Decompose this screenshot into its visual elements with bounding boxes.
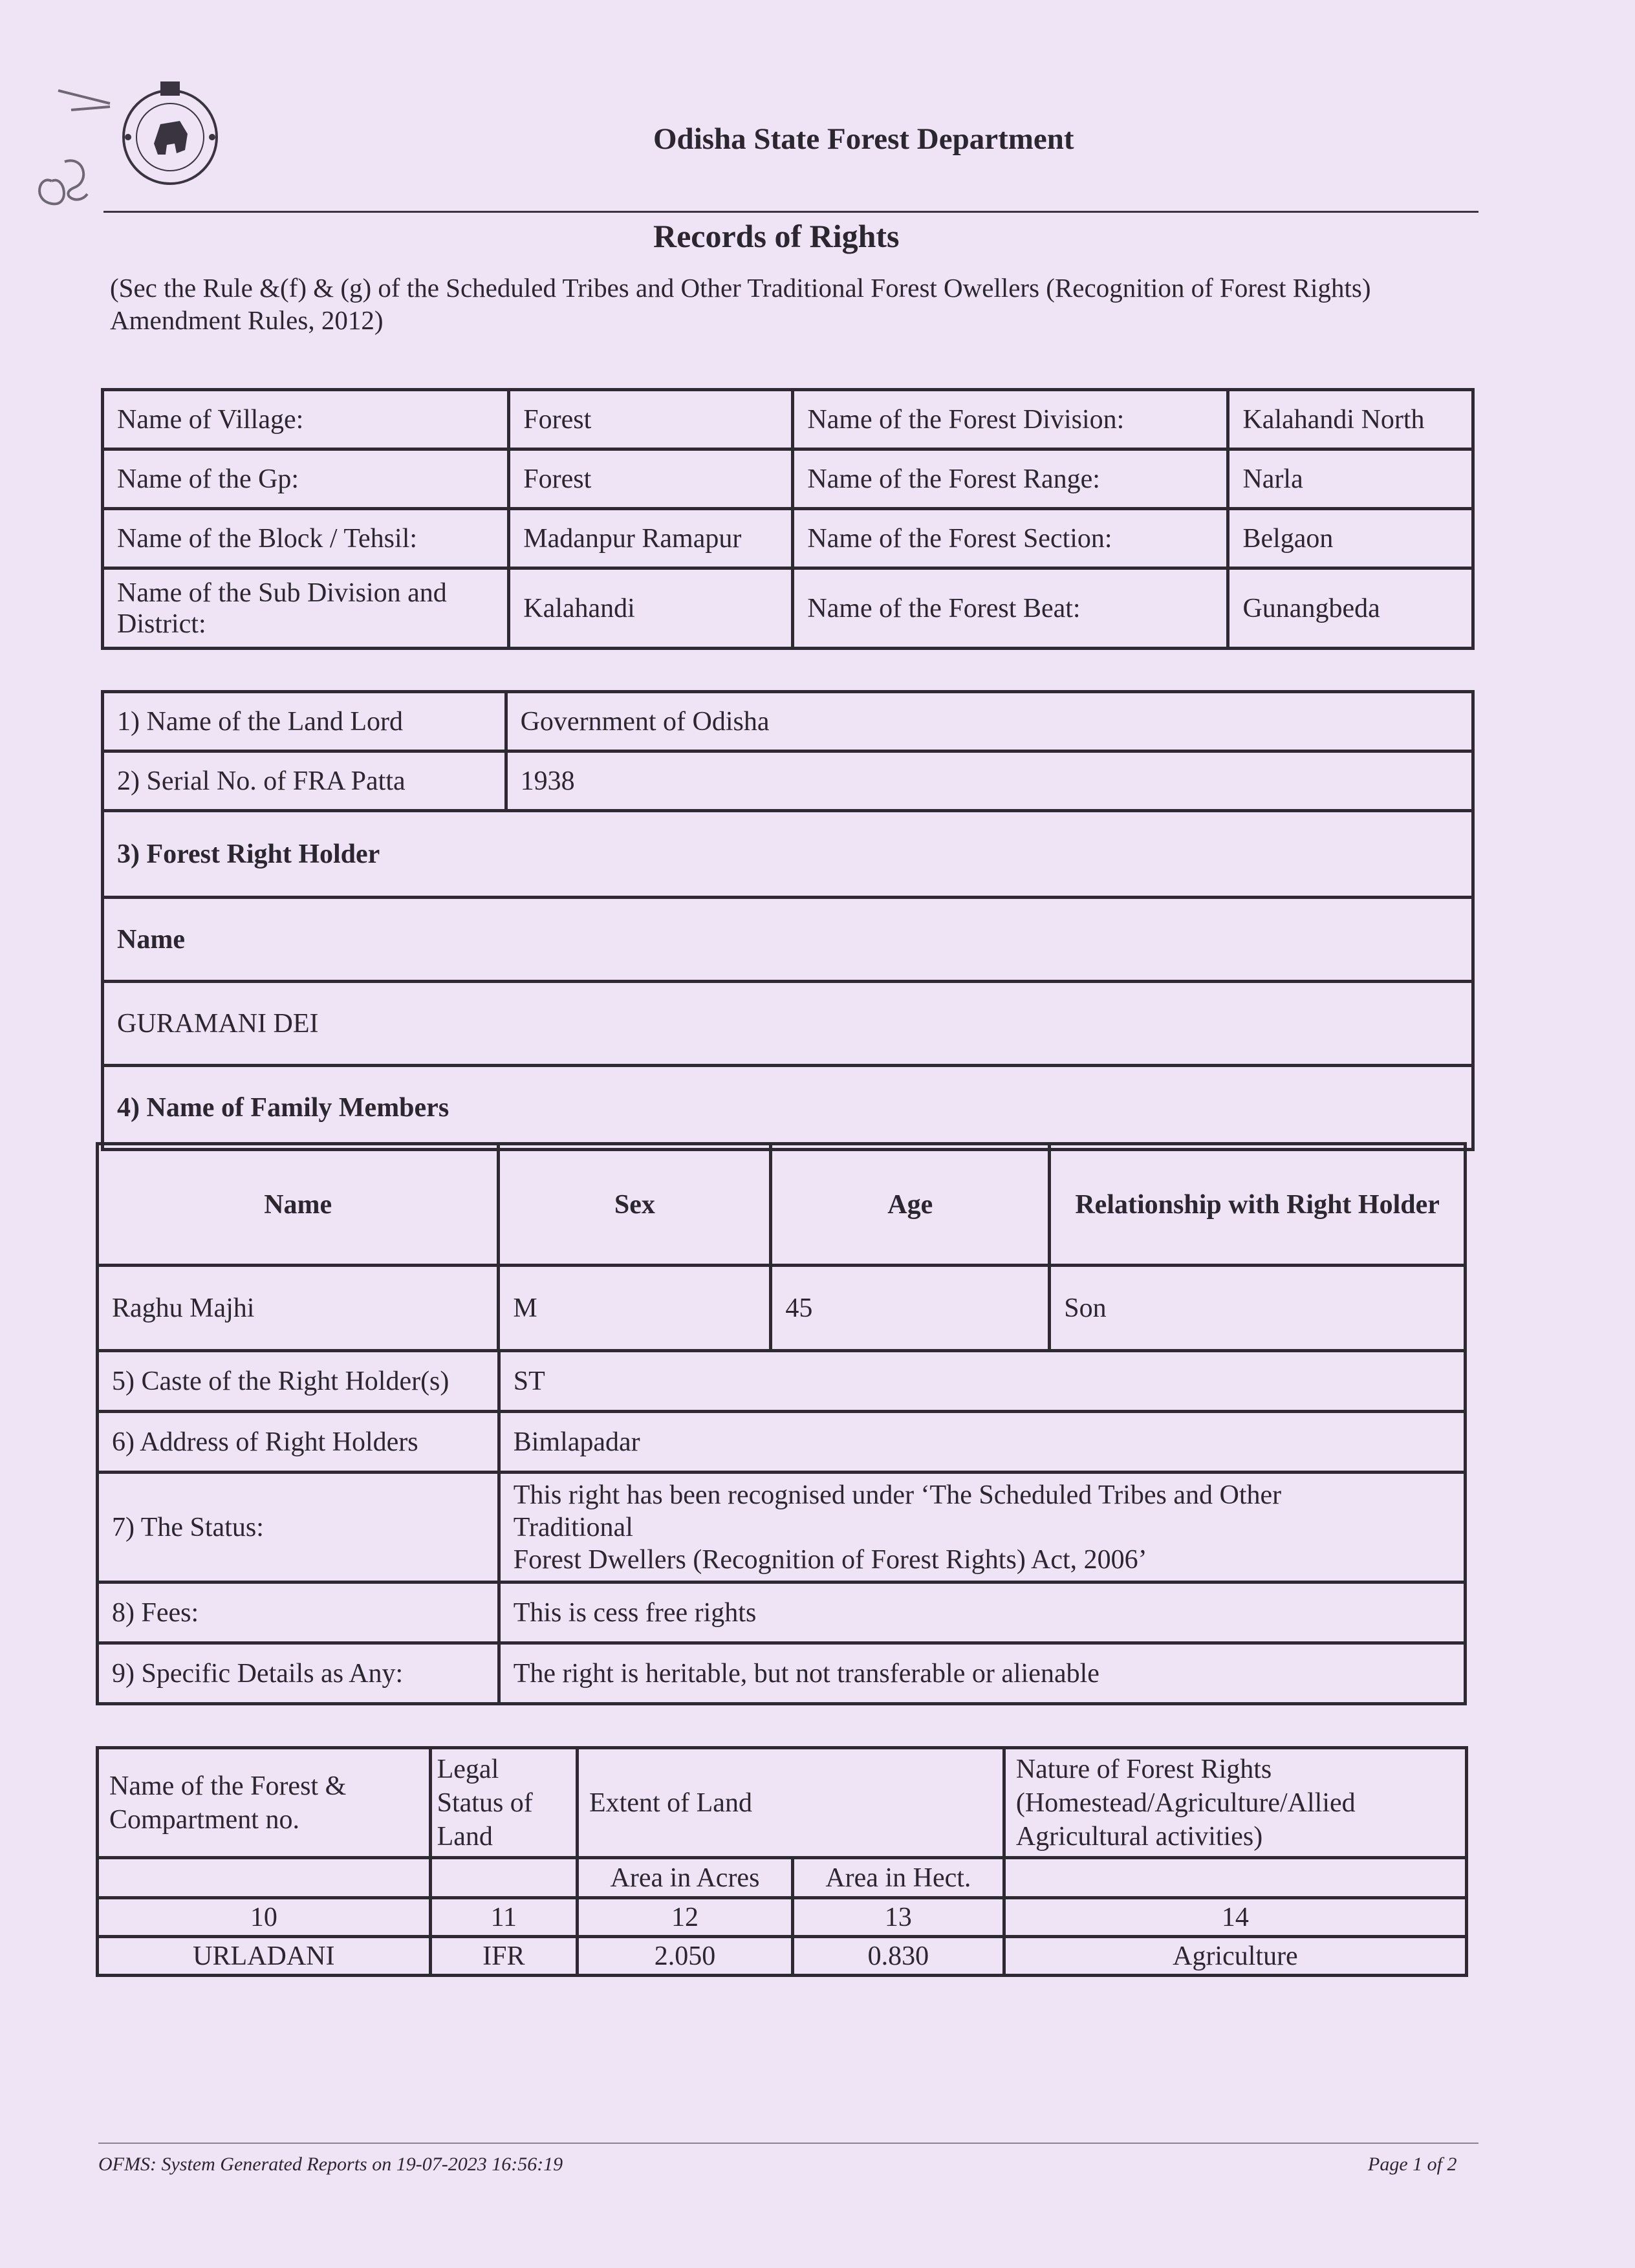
caste-label: 5) Caste of the Right Holder(s) [98,1351,499,1412]
forest-beat-label: Name of the Forest Beat: [793,568,1228,649]
specific-label: 9) Specific Details as Any: [98,1643,499,1704]
handwritten-mark [13,78,123,246]
land-header-legal: Legal Status of Land [430,1748,577,1858]
forest-beat-value: Gunangbeda [1228,568,1473,649]
landlord-label: 1) Name of the Land Lord [103,692,506,751]
specific-value: The right is heritable, but not transferable or alienable [499,1643,1465,1704]
fees-value: This is cess free rights [499,1582,1465,1643]
family-header-name: Name [98,1144,499,1266]
land-subheader-acres: Area in Acres [578,1858,793,1898]
address-value: Bimlapadar [499,1412,1465,1473]
village-label: Name of Village: [103,390,509,449]
footer-page-number: Page 1 of 2 [1368,2154,1457,2175]
table-row [98,1412,1466,1473]
land-subheader-empty [98,1858,431,1898]
land-subheader-empty [430,1858,577,1898]
forest-section-value: Belgaon [1228,509,1473,568]
land-area-hect: 0.830 [792,1937,1004,1976]
table-row [98,1582,1466,1643]
table-row [103,811,1473,898]
table-row [103,982,1473,1066]
odisha-emblem-icon [115,72,225,195]
forest-range-label: Name of the Forest Range: [793,449,1228,509]
gp-label: Name of the Gp: [103,449,509,509]
table-row [98,1858,1467,1898]
rights-table [101,690,1475,1151]
table-row [103,898,1473,982]
header-divider [103,211,1478,213]
land-header-forest: Name of the Forest & Compartment no. [98,1748,431,1858]
subdivision-label: Name of the Sub Division and District: [103,568,509,649]
forest-division-label: Name of the Forest Division: [793,390,1228,449]
details-table [96,1349,1467,1705]
block-label: Name of the Block / Tehsil: [103,509,509,568]
table-row [103,509,1473,568]
table-row [103,449,1473,509]
subdivision-value: Kalahandi [509,568,793,649]
department-title: Odisha State Forest Department [653,122,1074,156]
land-forest-name: URLADANI [98,1937,431,1976]
landlord-value: Government of Odisha [506,692,1473,751]
table-row [103,390,1473,449]
table-row [98,1144,1466,1266]
land-nature: Agriculture [1004,1937,1466,1976]
col-number: 14 [1004,1898,1466,1937]
land-subheader-hect: Area in Hect. [792,1858,1004,1898]
table-row [103,568,1473,649]
table-row [103,751,1473,811]
village-value: Forest [509,390,793,449]
family-header-sex: Sex [499,1144,771,1266]
forest-range-value: Narla [1228,449,1473,509]
status-line-3: Forest Dwellers (Recognition of Forest Rights) Act, 2006’ [513,1544,1147,1575]
footer-divider [98,2143,1478,2144]
family-header-relationship: Relationship with Right Holder [1050,1144,1466,1266]
holder-name: GURAMANI DEI [103,982,1473,1066]
forest-section-label: Name of the Forest Section: [793,509,1228,568]
table-row [103,692,1473,751]
holder-heading: 3) Forest Right Holder [103,811,1473,898]
serial-value: 1938 [506,751,1473,811]
caste-value: ST [499,1351,1465,1412]
footer-generated: OFMS: System Generated Reports on 19-07-2023 16:56:19 [98,2154,563,2175]
col-number: 10 [98,1898,431,1937]
land-subheader-empty [1004,1858,1466,1898]
col-number: 12 [578,1898,793,1937]
fees-label: 8) Fees: [98,1582,499,1643]
member-age: 45 [771,1266,1050,1351]
document-subtitle: (Sec the Rule &(f) & (g) of the Scheduled Tribes and Other Traditional Forest Owellers (Recognition of Forest Rights) Amendment Rules, 2012) [110,273,1371,335]
family-header-age: Age [771,1144,1050,1266]
location-table [101,388,1475,650]
table-row [98,1473,1466,1582]
block-value: Madanpur Ramapur [509,509,793,568]
table-row [103,1066,1473,1150]
land-area-acres: 2.050 [578,1937,793,1976]
serial-label: 2) Serial No. of FRA Patta [103,751,506,811]
table-row [98,1351,1466,1412]
document-title: Records of Rights [653,218,900,254]
col-number: 13 [792,1898,1004,1937]
status-label: 7) The Status: [98,1473,499,1582]
table-row [98,1266,1466,1351]
member-relationship: Son [1050,1266,1466,1351]
family-table [96,1142,1467,1352]
holder-name-heading: Name [103,898,1473,982]
land-table [96,1746,1468,1977]
member-sex: M [499,1266,771,1351]
land-header-nature: Nature of Forest Rights (Homestead/Agriculture/Allied Agricultural activities) [1004,1748,1466,1858]
address-label: 6) Address of Right Holders [98,1412,499,1473]
table-row [98,1748,1467,1858]
gp-value: Forest [509,449,793,509]
status-line-1: This right has been recognised under ‘The Scheduled Tribes and Other [513,1480,1282,1510]
table-row [98,1937,1467,1976]
table-row [98,1898,1467,1937]
family-heading: 4) Name of Family Members [103,1066,1473,1150]
col-number: 11 [430,1898,577,1937]
land-header-extent: Extent of Land [578,1748,1004,1858]
status-value [499,1473,1465,1582]
table-row [98,1643,1466,1704]
forest-division-value: Kalahandi North [1228,390,1473,449]
land-legal-status: IFR [430,1937,577,1976]
status-line-2: Traditional [513,1512,633,1542]
member-name: Raghu Majhi [98,1266,499,1351]
